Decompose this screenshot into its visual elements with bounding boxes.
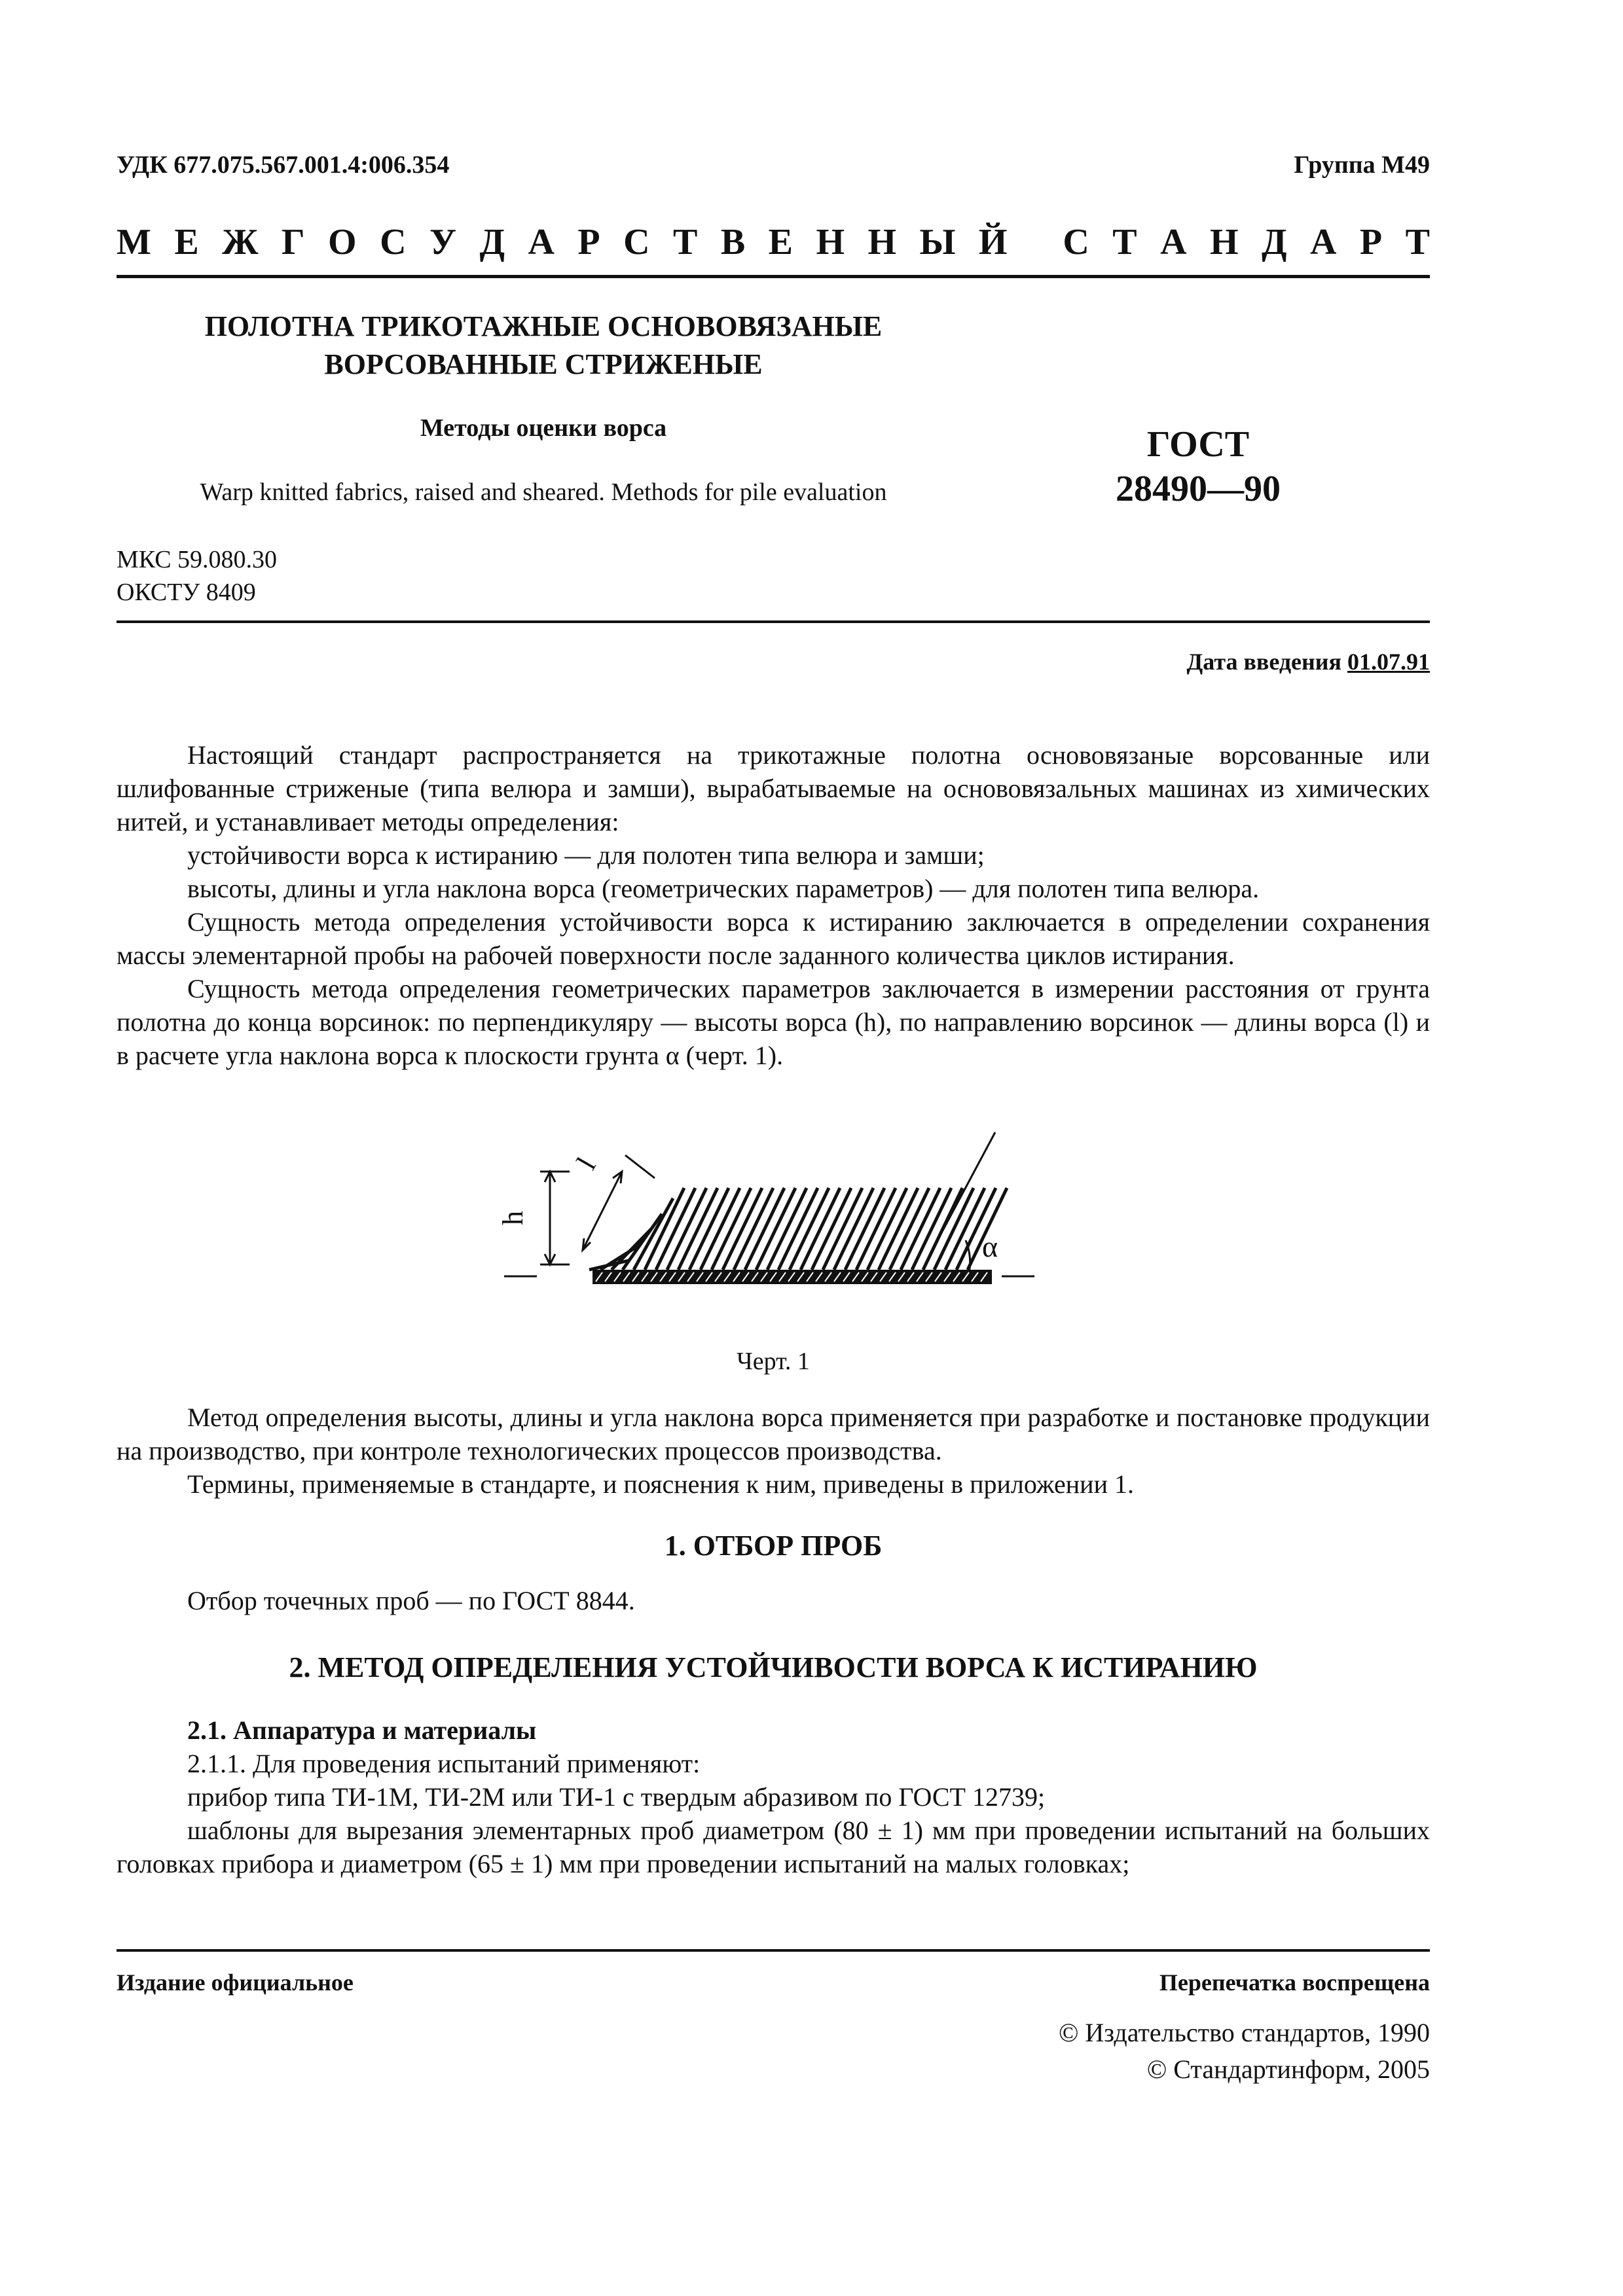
pile-fiber — [923, 1188, 962, 1270]
banner-letter: Ж — [222, 222, 259, 262]
paragraph: Термины, применяемые в стандарте, и пояснения к ним, приведены в приложении 1. — [187, 1469, 1134, 1499]
pile-fiber — [801, 1188, 840, 1270]
pile-fiber — [778, 1188, 818, 1270]
banner-letter: Д — [1262, 222, 1287, 262]
label-l: l — [570, 1151, 602, 1175]
pile-fiber — [623, 1214, 662, 1270]
paragraph: прибор типа ТИ-1М, ТИ-2М или ТИ-1 с твердым абразивом по ГОСТ 12739; — [187, 1782, 1046, 1812]
section-1-heading: 1. ОТБОР ПРОБ — [664, 1530, 883, 1562]
okstu-code: ОКСТУ 8409 — [117, 579, 256, 606]
udk-code: УДК 677.075.567.001.4:006.354 — [117, 151, 450, 179]
copyright — [1059, 2015, 1430, 2088]
banner-letter: Е — [768, 222, 793, 262]
gost-label: ГОСТ — [1146, 424, 1250, 465]
date-label: Дата введения — [1186, 649, 1341, 675]
introduction-date — [1187, 648, 1431, 675]
banner-letter: Р — [1359, 222, 1383, 262]
divider — [117, 275, 1430, 278]
pile-fiber — [701, 1188, 740, 1270]
paragraph: Сущность метода определения геометрических параметров заключается в измерении расстояния от грунта полотна до конца ворсинок: по перпендикуляру — высоты ворса (h), по направлению ворсинок — длины ворса (l) и в расчете угла наклона ворса к плоскости грунта α (черт. 1). — [117, 974, 1430, 1070]
label-alpha: α — [982, 1230, 998, 1263]
footer-official: Издание официальное — [117, 1969, 354, 1996]
paragraph: Метод определения высоты, длины и угла наклона ворса применяется при разработке и постановке продукции на производство, при контроле технологических процессов производства. — [117, 1403, 1430, 1465]
paragraph: Сущность метода определения устойчивости ворса к истиранию заключается в определении сохранения массы элементарной пробы на рабочей поверхности после заданного количества циклов истирания. — [117, 907, 1430, 970]
classification-codes — [117, 543, 277, 609]
pile-fiber — [934, 1188, 974, 1270]
paragraph: Отбор точечных проб — по ГОСТ 8844. — [187, 1586, 635, 1615]
pile-fiber — [634, 1198, 673, 1270]
banner-letter: В — [720, 222, 746, 262]
banner-letter: Н — [867, 222, 897, 262]
pile-fiber — [901, 1188, 940, 1270]
title-line-1: ПОЛОТНА ТРИКОТАЖНЫЕ ОСНОВОВЯЗАНЫЕ — [204, 310, 883, 342]
pile-fiber — [812, 1188, 851, 1270]
label-h: h — [497, 1211, 529, 1225]
banner-letter: Й — [978, 222, 1008, 262]
pile-fiber — [823, 1188, 862, 1270]
banner-letter: Н — [816, 222, 845, 262]
banner-letter: У — [429, 222, 457, 262]
banner-letter: А — [1160, 222, 1187, 262]
banner-letter: Т — [1112, 222, 1137, 262]
paragraph: высоты, длины и угла наклона ворса (геометрических параметров) — для полотен типа велюра. — [187, 874, 1260, 903]
banner-letter: Р — [577, 222, 600, 262]
pile-fiber — [912, 1188, 951, 1270]
pile-fiber — [834, 1188, 873, 1270]
after-figure-text — [117, 1401, 1430, 1501]
pile-fiber — [845, 1188, 884, 1270]
pile-fiber — [745, 1188, 784, 1270]
banner-letter: Е — [174, 222, 199, 262]
standard-banner — [117, 221, 1430, 263]
english-title: Warp knitted fabrics, raised and sheared. Methods for pile evaluation — [200, 478, 887, 506]
pile-fiber — [790, 1188, 829, 1270]
paragraph: 2.1.1. Для проведения испытаний применяют: — [187, 1749, 701, 1778]
pile-fiber — [856, 1188, 896, 1270]
banner-letter: С — [623, 222, 650, 262]
group-code: Группа М49 — [1294, 151, 1430, 179]
gost-code: 28490—90 — [1116, 469, 1281, 509]
pile-fiber — [756, 1188, 795, 1270]
pile-fiber — [734, 1188, 773, 1270]
banner-letter: Ы — [919, 222, 956, 262]
pile-fiber — [890, 1188, 929, 1270]
date-value: 01.07.91 — [1347, 649, 1430, 675]
pile-fiber — [879, 1188, 918, 1270]
pile-fiber — [712, 1188, 751, 1270]
banner-letter: М — [117, 222, 151, 262]
banner-letter: А — [528, 222, 555, 262]
pile-fiber — [723, 1188, 762, 1270]
pile-fiber — [945, 1188, 985, 1270]
intro-text — [117, 738, 1430, 1072]
banner-letter: Н — [1210, 222, 1239, 262]
copyright-line-1: © Издательство стандартов, 1990 — [1058, 2018, 1430, 2047]
banner-letter — [1030, 221, 1040, 263]
banner-letter: О — [328, 222, 357, 262]
pile-fiber — [656, 1188, 695, 1270]
banner-letter: Т — [1405, 222, 1430, 262]
banner-letter: Г — [281, 222, 305, 262]
subsection-heading: 2.1. Аппаратура и материалы — [187, 1715, 537, 1745]
gost-number — [1074, 422, 1322, 511]
pile-fiber — [678, 1188, 718, 1270]
divider — [117, 1949, 1430, 1952]
document-title — [157, 308, 930, 384]
mks-code: МКС 59.080.30 — [117, 546, 278, 573]
pile-fiber — [689, 1188, 729, 1270]
banner-letter: С — [1063, 222, 1089, 262]
figure-caption: Черт. 1 — [737, 1348, 810, 1375]
document-subtitle: Методы оценки ворса — [420, 414, 667, 442]
section-2-text — [117, 1713, 1430, 1880]
section-1-text — [117, 1584, 1430, 1617]
pile-fiber — [767, 1188, 807, 1270]
section-2-heading: 2. МЕТОД ОПРЕДЕЛЕНИЯ УСТОЙЧИВОСТИ ВОРСА К ИСТИРАНИЮ — [289, 1651, 1258, 1683]
copyright-line-2: © Стандартинформ, 2005 — [1146, 2054, 1430, 2084]
pile-fiber — [867, 1188, 907, 1270]
footer-reprint: Перепечатка воспрещена — [1159, 1969, 1430, 1996]
banner-letter: Д — [479, 222, 505, 262]
banner-letter: А — [1310, 222, 1337, 262]
divider — [117, 620, 1430, 623]
banner-letter: Т — [673, 222, 698, 262]
paragraph: Настоящий стандарт распространяется на трикотажные полотна основовязаные ворсованные или шлифованные стриженые (типа велюра и замши), вырабатываемые на основовязальных машинах из химических нитей, и устанавливает методы определения: — [117, 740, 1430, 836]
paragraph: устойчивости ворса к истиранию — для полотен типа велюра и замши; — [187, 840, 985, 870]
pile-diagram — [484, 1113, 1093, 1316]
paragraph: шаблоны для вырезания элементарных проб диаметром (80 ± 1) мм при проведении испытаний на больших головках прибора и диаметром (65 ± 1) мм при проведении испытаний на малых головках; — [117, 1816, 1430, 1878]
banner-letter: С — [380, 222, 407, 262]
title-line-2: ВОРСОВАННЫЕ СТРИЖЕНЫЕ — [324, 348, 763, 380]
